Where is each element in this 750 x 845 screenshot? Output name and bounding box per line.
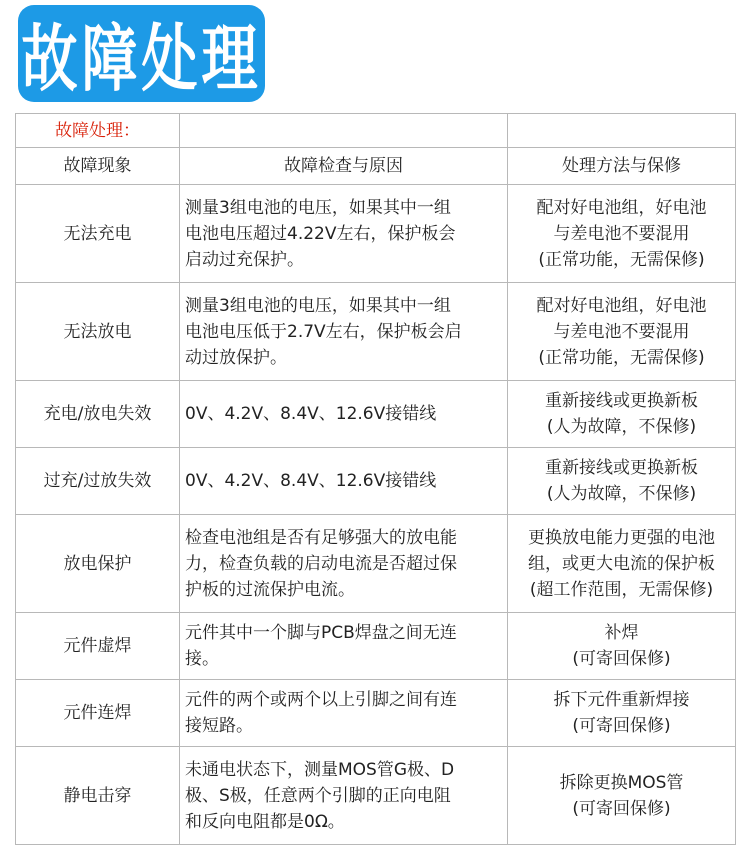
cause-line: 元件其中一个脚与PCB焊盘之间无连	[185, 623, 457, 643]
cause-cell	[180, 680, 508, 747]
solution-cell	[508, 448, 736, 515]
caption-empty-cell	[508, 114, 736, 148]
symptom-cell: 充电/放电失效	[16, 381, 180, 448]
cause-line: 0V、4.2V、8.4V、12.6V接错线	[185, 471, 437, 491]
solution-line: 与差电池不要混用	[553, 321, 690, 342]
cause-line: 0V、4.2V、8.4V、12.6V接错线	[185, 404, 437, 424]
symptom-cell: 无法放电	[16, 283, 180, 381]
solution-line: 重新接线或更换新板	[545, 458, 698, 478]
cause-line: 力，检查负载的启动电流是否超过保	[185, 553, 457, 574]
table-row	[16, 747, 736, 845]
solution-line: (正常功能，无需保修)	[538, 347, 705, 368]
table-row	[16, 613, 736, 680]
cause-line: 未通电状态下，测量MOS管G极、D	[185, 759, 455, 780]
solution-line: 与差电池不要混用	[553, 223, 690, 244]
solution-line: 拆除更换MOS管	[559, 772, 684, 793]
solution-line: (人为故障，不保修)	[546, 417, 697, 437]
solution-cell	[508, 283, 736, 381]
solution-line: 补焊	[604, 623, 639, 643]
table-row	[16, 381, 736, 448]
solution-line: 组，或更大电流的保护板	[528, 553, 715, 574]
header-solution: 处理方法与保修	[508, 148, 736, 185]
solution-line: 拆下元件重新焊接	[553, 690, 690, 710]
fault-table	[15, 113, 736, 845]
table-row	[16, 448, 736, 515]
solution-line: 配对好电池组，好电池	[536, 197, 707, 218]
table-row	[16, 680, 736, 747]
cause-cell	[180, 613, 508, 680]
solution-cell	[508, 381, 736, 448]
solution-cell	[508, 613, 736, 680]
table-caption: 故障处理：	[55, 120, 140, 141]
title-banner	[18, 5, 265, 102]
cause-line: 元件的两个或两个以上引脚之间有连	[185, 690, 457, 710]
table-row	[16, 283, 736, 381]
header-symptom: 故障现象	[16, 148, 180, 185]
symptom-cell: 无法充电	[16, 185, 180, 283]
symptom-cell: 过充/过放失效	[16, 448, 180, 515]
cause-line: 启动过充保护。	[185, 249, 304, 270]
solution-line: (超工作范围，无需保修)	[529, 579, 714, 600]
symptom-cell: 元件连焊	[16, 680, 180, 747]
cause-cell	[180, 747, 508, 845]
cause-line: 电池电压低于2.7V左右，保护板会启	[185, 321, 462, 342]
header-cause: 故障检查与原因	[180, 148, 508, 185]
solution-line: 重新接线或更换新板	[545, 391, 698, 411]
solution-cell	[508, 747, 736, 845]
solution-line: (人为故障，不保修)	[546, 484, 697, 504]
solution-line: (可寄回保修)	[572, 798, 671, 819]
cause-line: 和反向电阻都是0Ω。	[185, 811, 345, 832]
solution-line: (正常功能，无需保修)	[538, 249, 705, 270]
header-row	[16, 148, 736, 185]
cause-line: 测量3组电池的电压，如果其中一组	[185, 295, 451, 316]
cause-cell	[180, 515, 508, 613]
cause-line: 电池电压超过4.22V左右，保护板会	[185, 223, 456, 244]
solution-line: (可寄回保修)	[572, 649, 671, 669]
cause-line: 极、S极，任意两个引脚的正向电阻	[185, 785, 451, 806]
solution-cell	[508, 185, 736, 283]
cause-cell	[180, 185, 508, 283]
cause-cell	[180, 381, 508, 448]
cause-line: 检查电池组是否有足够强大的放电能	[185, 527, 457, 548]
symptom-cell: 静电击穿	[16, 747, 180, 845]
cause-cell	[180, 448, 508, 515]
symptom-cell: 放电保护	[16, 515, 180, 613]
banner-title: 故障处理	[21, 17, 262, 102]
solution-line: (可寄回保修)	[572, 716, 671, 736]
cause-line: 动过放保护。	[185, 347, 287, 368]
caption-empty-cell	[180, 114, 508, 148]
caption-row	[16, 114, 736, 148]
cause-line: 测量3组电池的电压，如果其中一组	[185, 197, 451, 218]
solution-line: 更换放电能力更强的电池	[528, 527, 715, 548]
solution-line: 配对好电池组，好电池	[536, 295, 707, 316]
symptom-cell: 元件虚焊	[16, 613, 180, 680]
solution-cell	[508, 515, 736, 613]
cause-line: 接。	[185, 649, 219, 669]
table-row	[16, 185, 736, 283]
cause-line: 护板的过流保护电流。	[185, 579, 355, 600]
cause-cell	[180, 283, 508, 381]
caption-cell	[16, 114, 180, 148]
cause-line: 接短路。	[185, 716, 253, 736]
solution-cell	[508, 680, 736, 747]
table-row	[16, 515, 736, 613]
